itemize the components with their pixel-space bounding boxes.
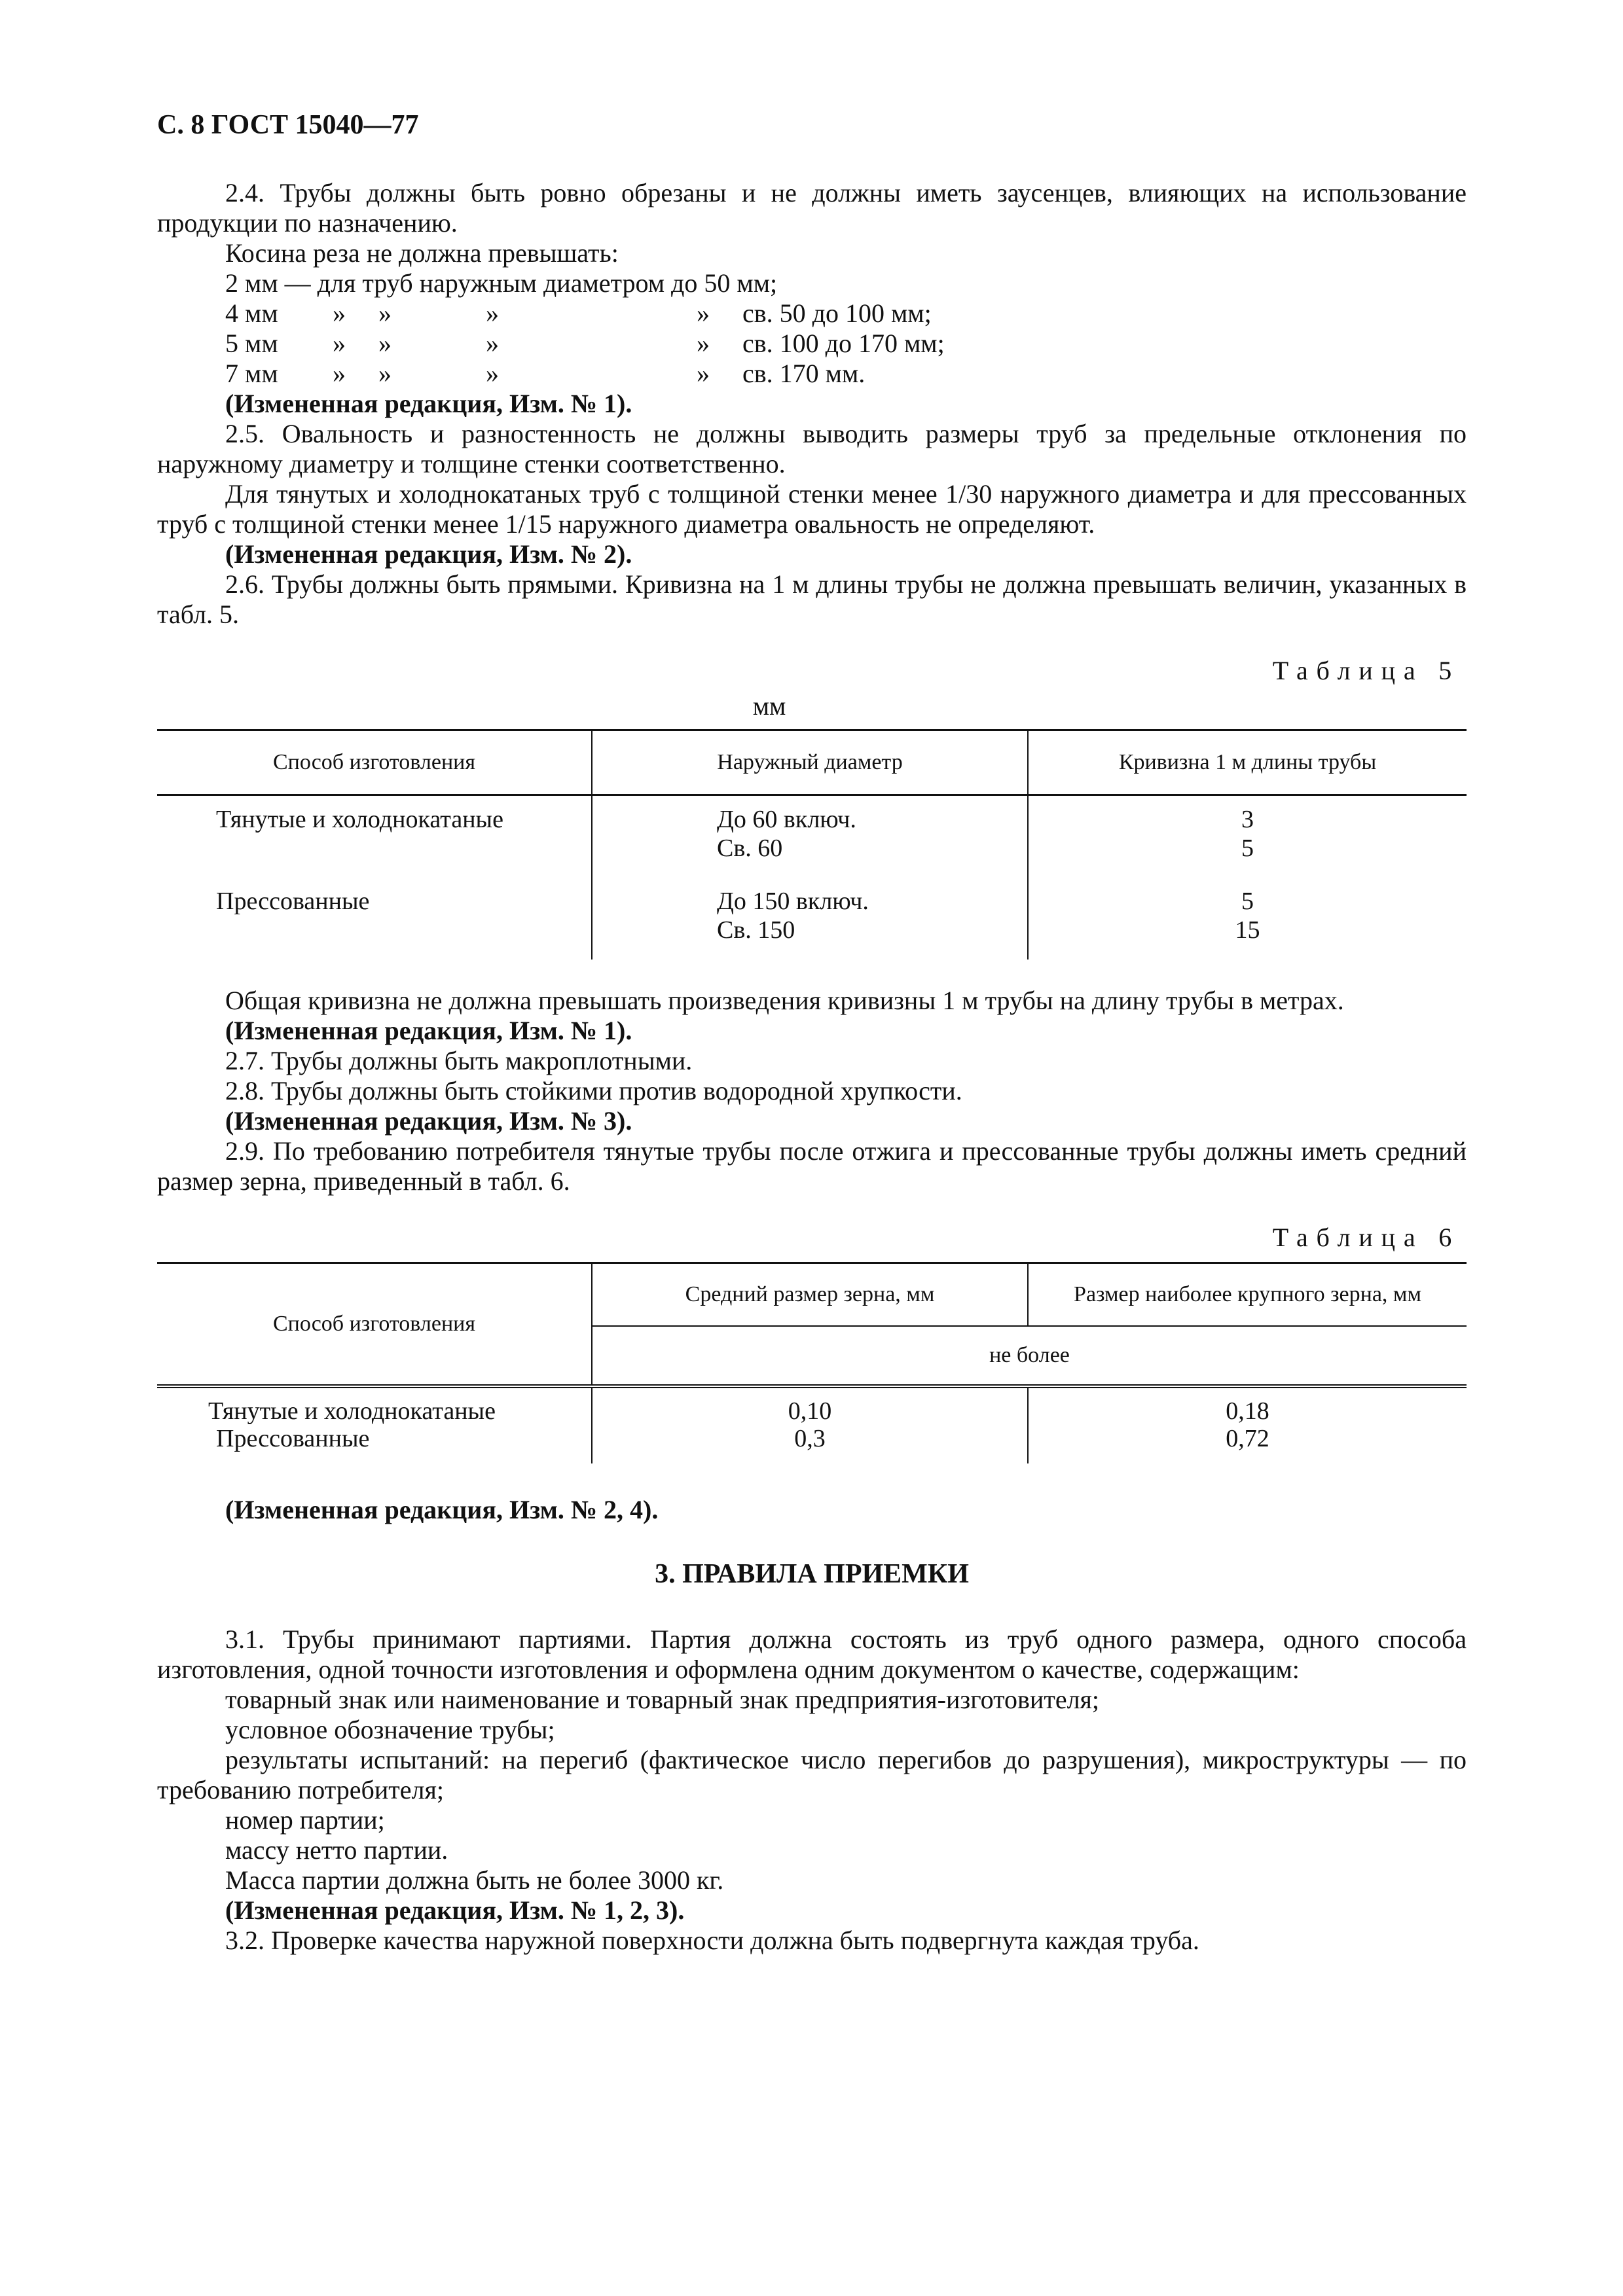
- curvature-value: 5: [1241, 834, 1254, 862]
- list-item-results: результаты испытаний: на перегиб (фактическое число перегибов до разрушения), микроструктуры — по требованию потребителя;: [157, 1745, 1467, 1804]
- avg-grain-value: 0,3: [794, 1425, 826, 1452]
- curvature-cell: [1028, 878, 1467, 960]
- column-header: Способ изготовления: [157, 1263, 592, 1387]
- ditto-mark: »: [378, 359, 392, 388]
- paragraph-2-6: 2.6. Трубы должны быть прямыми. Кривизна на 1 м длины трубы не должна превышать величин, указанных в табл. 5.: [157, 569, 1467, 629]
- curvature-value: 3: [1241, 806, 1254, 833]
- diameter-cell: [592, 795, 1028, 878]
- edit-note: (Измененная редакция, Изм. № 1, 2, 3).: [225, 1895, 685, 1925]
- table-6-caption: Таблица 6: [1272, 1223, 1460, 1252]
- curvature-cell: [1028, 795, 1467, 878]
- diameter-value: Св. 60: [717, 834, 783, 862]
- column-header: Наружный диаметр: [592, 730, 1028, 795]
- ditto-mark: »: [378, 329, 392, 358]
- ditto-mark: »: [378, 298, 392, 328]
- section-3-title: 3. ПРАВИЛА ПРИЕМКИ: [655, 1559, 969, 1589]
- method-cell: Тянутые и холоднокатаные: [216, 806, 503, 833]
- paragraph-2-5-ovality: Для тянутых и холоднокатаных труб с толщиной стенки менее 1/30 наружного диаметра и для прессованных труб с толщиной стенки менее 1/15 наружного диаметра овальность не определяют.: [157, 479, 1467, 539]
- edit-note: (Измененная редакция, Изм. № 2, 4).: [225, 1495, 659, 1524]
- bevel-value: 4 мм: [225, 298, 278, 328]
- method-cell: [157, 1386, 592, 1463]
- diameter-value: До 150 включ.: [717, 888, 869, 915]
- paragraph-2-5: 2.5. Овальность и разностенность не должны выводить размеры труб за предельные отклонения по наружному диаметру и толщине стенки соответственно.: [157, 419, 1467, 478]
- table-6: [157, 1262, 1467, 1463]
- ditto-mark: »: [333, 359, 346, 388]
- ditto-mark: »: [486, 329, 499, 358]
- batch-mass: Масса партии должна быть не более 3000 кг.: [225, 1865, 724, 1895]
- bevel-range: св. 50 до 100 мм;: [742, 298, 932, 328]
- ditto-mark: »: [333, 329, 346, 358]
- table-row: [157, 878, 1467, 960]
- table-5-caption: Таблица 5: [1272, 656, 1460, 685]
- ditto-mark: »: [333, 298, 346, 328]
- ditto-mark: »: [486, 298, 499, 328]
- list-item: условное обозначение трубы;: [225, 1715, 555, 1744]
- main-content: [157, 178, 1467, 1956]
- diameter-value: До 60 включ.: [717, 806, 856, 833]
- bevel-range: св. 100 до 170 мм;: [742, 329, 945, 358]
- bevel-row: [225, 329, 1467, 359]
- method-value: Прессованные: [216, 1425, 370, 1452]
- table-row: [157, 1386, 1467, 1463]
- paragraph-2-7: 2.7. Трубы должны быть макроплотными.: [225, 1046, 693, 1075]
- edit-note: (Измененная редакция, Изм. № 3).: [225, 1106, 632, 1136]
- list-item: массу нетто партии.: [225, 1835, 448, 1865]
- column-header: Способ изготовления: [157, 730, 592, 795]
- table-5-unit: мм: [752, 691, 786, 721]
- bevel-rows: [157, 298, 1467, 389]
- avg-grain-cell: [592, 1386, 1028, 1463]
- edit-note: (Измененная редакция, Изм. № 2).: [225, 539, 632, 569]
- table-5: [157, 729, 1467, 960]
- bevel-range: св. 170 мм.: [742, 359, 866, 388]
- method-value: Тянутые и холоднокатаные: [208, 1397, 496, 1425]
- bevel-row: [225, 359, 1467, 389]
- column-header: Размер наиболее крупного зерна, мм: [1028, 1263, 1467, 1327]
- table-header-row: [157, 1263, 1467, 1327]
- table-row: [157, 795, 1467, 878]
- paragraph-2-4: 2.4. Трубы должны быть ровно обрезаны и не должны иметь заусенцев, влияющих на использование продукции по назначению.: [157, 178, 1467, 238]
- paragraph-3-2: 3.2. Проверке качества наружной поверхности должна быть подвергнута каждая труба.: [225, 1926, 1199, 1955]
- column-subheader: не более: [592, 1326, 1467, 1386]
- bevel-row: [225, 298, 1467, 329]
- paragraph-2-8: 2.8. Трубы должны быть стойкими против водородной хрупкости.: [225, 1076, 962, 1105]
- page-header: С. 8 ГОСТ 15040—77: [157, 110, 419, 140]
- diameter-cell: [592, 878, 1028, 960]
- ditto-mark: »: [486, 359, 499, 388]
- bevel-value: 7 мм: [225, 359, 278, 388]
- paragraph-3-1: 3.1. Трубы принимают партиями. Партия должна состоять из труб одного размера, одного способа изготовления, одной точности изготовления и оформлена одним документом о качестве, содержащим:: [157, 1624, 1467, 1684]
- column-header: Кривизна 1 м длины трубы: [1028, 730, 1467, 795]
- curvature-value: 15: [1235, 916, 1260, 944]
- max-grain-cell: [1028, 1386, 1467, 1463]
- edit-note: (Измененная редакция, Изм. № 1).: [225, 389, 632, 418]
- list-item: товарный знак или наименование и товарный знак предприятия-изготовителя;: [225, 1685, 1100, 1714]
- max-grain-value: 0,72: [1226, 1425, 1269, 1452]
- edit-note: (Измененная редакция, Изм. № 1).: [225, 1016, 632, 1045]
- curvature-value: 5: [1241, 888, 1254, 915]
- max-grain-value: 0,18: [1226, 1397, 1269, 1425]
- bevel-value: 5 мм: [225, 329, 278, 358]
- bevel-lead: Косина реза не должна превышать:: [225, 238, 619, 268]
- bevel-line-1: 2 мм — для труб наружным диаметром до 50 мм;: [225, 268, 778, 298]
- list-item: номер партии;: [225, 1805, 385, 1835]
- avg-grain-value: 0,10: [788, 1397, 832, 1425]
- paragraph-total-curvature: Общая кривизна не должна превышать произведения кривизны 1 м трубы на длину трубы в метрах.: [225, 986, 1344, 1015]
- method-cell: Прессованные: [216, 888, 370, 915]
- paragraph-2-9: 2.9. По требованию потребителя тянутые трубы после отжига и прессованные трубы должны иметь средний размер зерна, приведенный в табл. 6.: [157, 1136, 1467, 1196]
- ditto-mark: »: [697, 298, 710, 328]
- table-header-row: [157, 730, 1467, 795]
- diameter-value: Св. 150: [717, 916, 795, 944]
- column-header: Средний размер зерна, мм: [592, 1263, 1028, 1327]
- ditto-mark: »: [697, 359, 710, 388]
- ditto-mark: »: [697, 329, 710, 358]
